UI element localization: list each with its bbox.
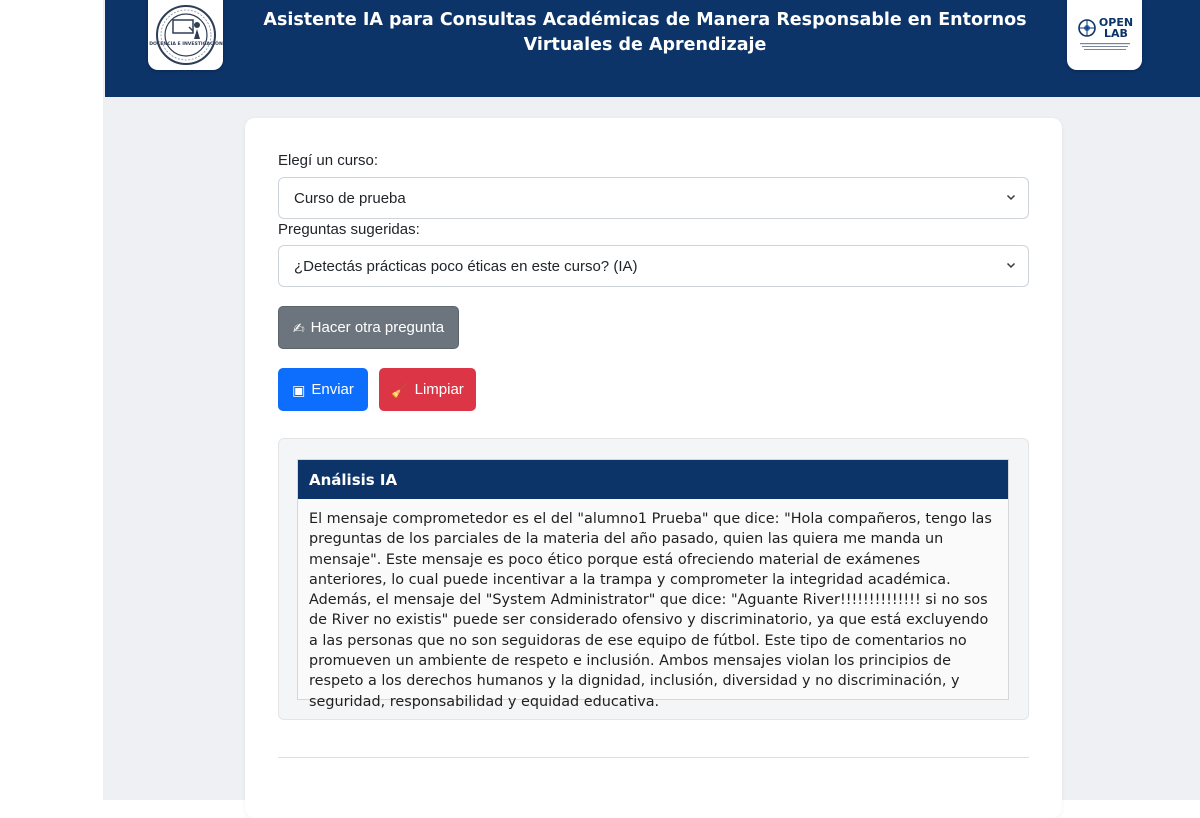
chevron-down-icon	[1006, 260, 1016, 270]
questions-select[interactable]	[278, 245, 1029, 287]
clear-button[interactable]	[379, 368, 476, 411]
openlab-text-top: OPEN	[1098, 16, 1133, 29]
clear-label: Limpiar	[414, 381, 464, 398]
openlab-text-bottom: LAB	[1103, 27, 1128, 40]
questions-label: Preguntas sugeridas:	[278, 221, 420, 238]
other-question-button[interactable]	[278, 306, 459, 349]
questions-select-value: ¿Detectás prácticas poco éticas en este curso? (IA)	[294, 257, 638, 275]
other-question-label: Hacer otra pregunta	[310, 319, 445, 336]
seal-icon	[148, 3, 223, 67]
course-select-value: Curso de prueba	[294, 189, 406, 207]
writing-hand-icon: ✍	[292, 319, 305, 336]
analysis-title: Análisis IA	[298, 460, 1008, 499]
broom-icon: 🧹	[391, 381, 409, 398]
openlab-logo	[1067, 0, 1142, 70]
analysis-text: El mensaje comprometedor es el del "alumno1 Prueba" que dice: "Hola compañeros, tengo las preguntas de los parciales de la materia del año pasado, quien las quiera me manda un mensaje". Este mensaje es poco ético porque está ofreciendo material de exámenes anteriores, lo cual puede incentivar a la trampa y comprometer la integridad académica. Además, el mensaje del "System Administrator" que dice: "Aguante River!!!!!!!!!!!!!! si no sos de River no existis" puede ser considerado ofensivo y discriminatorio, ya que está excluyendo a las personas que no son seguidoras de ese equipo de fútbol. Este tipo de comentarios no promueven un ambiente de respeto e inclusión. Ambos mensajes violan los principios de respeto a los derechos humanos y la dignidad, inclusión, diversidad y no discriminación, y seguridad, responsabilidad y equidad educativa.	[309, 511, 992, 710]
divider	[278, 757, 1029, 758]
docencia-logo	[148, 0, 223, 70]
course-select[interactable]	[278, 177, 1029, 219]
send-icon: ▣	[292, 381, 306, 398]
analysis-panel	[297, 459, 1009, 710]
openlab-icon	[1072, 10, 1138, 60]
send-label: Enviar	[311, 381, 354, 398]
page-title: Asistente IA para Consultas Académicas de Manera Responsable en Entornos Virtuales de Aprendizaje	[263, 10, 1027, 55]
chevron-down-icon	[1006, 192, 1016, 202]
send-button[interactable]	[278, 368, 368, 411]
course-label: Elegí un curso:	[278, 152, 379, 169]
seal-text: DOCENCIA E INVESTIGACIÓN	[148, 42, 223, 47]
